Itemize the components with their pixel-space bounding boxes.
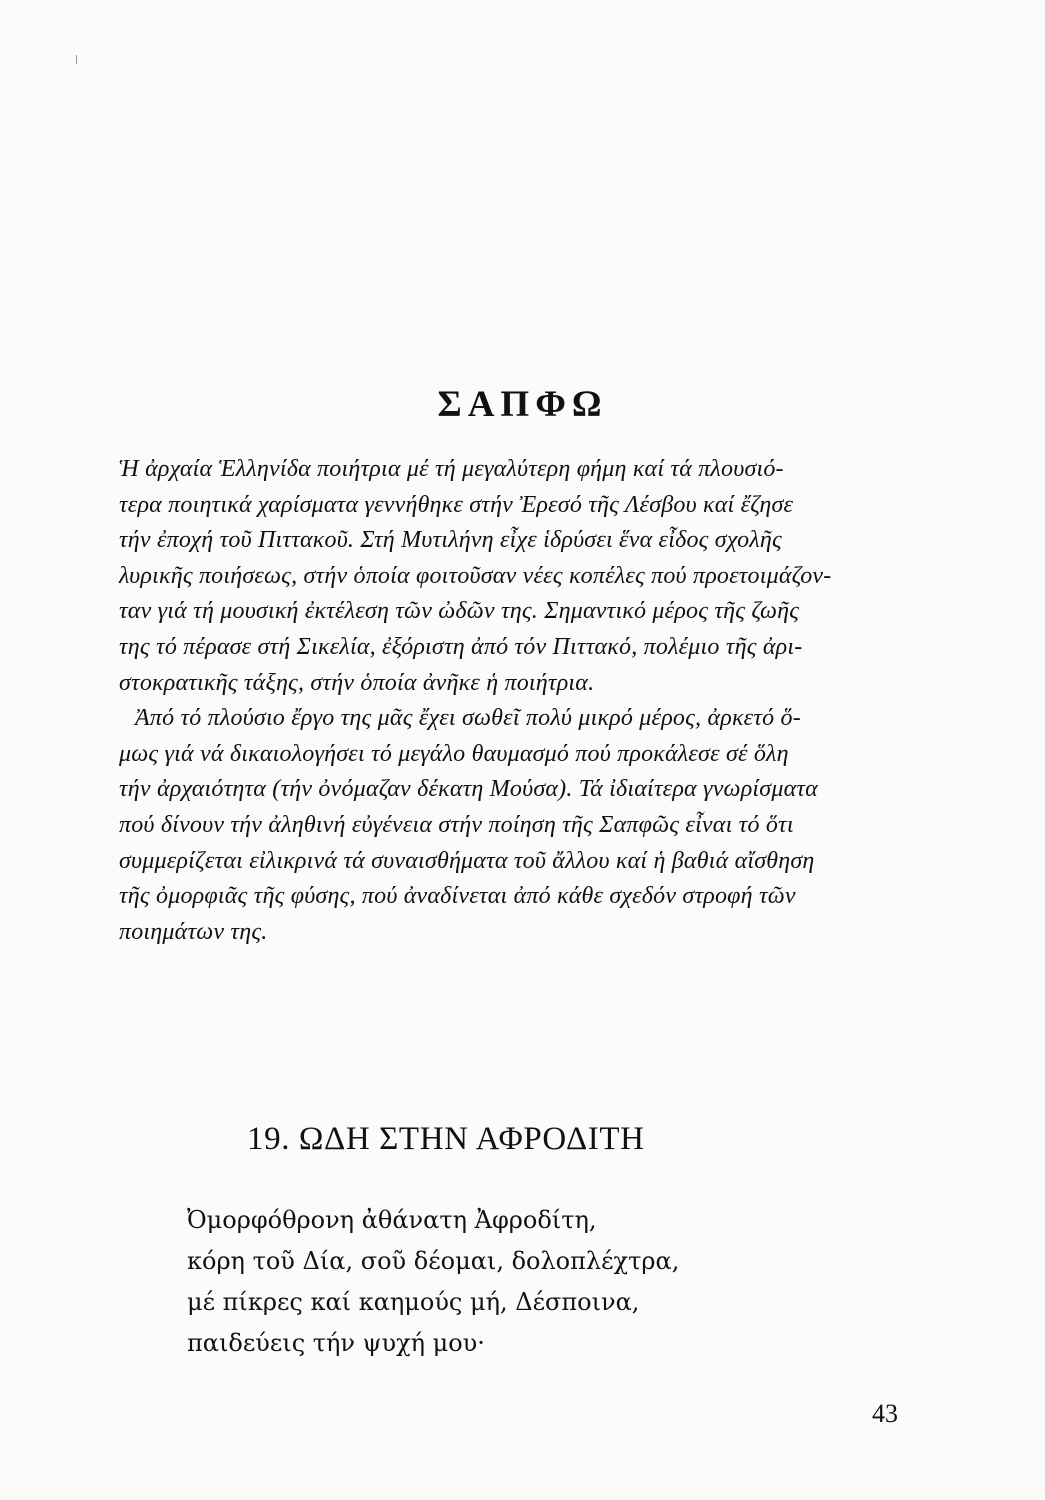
bio-line: λυρικῆς ποιήσεως, στήν ὁποία φοιτοῦσαν νέες κοπέλες πού προετοιμάζον- [119,562,832,589]
bio-line: Ἀπό τό πλούσιο ἔργο της μᾶς ἔχει σωθεῖ πολύ μικρό μέρος, ἀρκετό ὅ- [135,705,801,732]
bio-line: μως γιά νά δικαιολογήσει τό μεγάλο θαυμασμό πού προκάλεσε σέ ὅλη [119,740,789,767]
biography-paragraphs [119,452,925,950]
page-number: 43 [872,1399,898,1428]
bio-line: Ἡ ἀρχαία Ἑλληνίδα ποιήτρια μέ τή μεγαλύτερη φήμη καί τά πλουσιό- [119,456,784,482]
poem-line: παιδεύεις τήν ψυχή μου· [187,1329,485,1357]
bio-line: τήν ἀρχαιότητα (τήν ὀνόμαζαν δέκατη Μούσα). Τά ἰδιαίτερα γνωρίσματα [119,776,818,803]
poem-title: 19. ΩΔΗ ΣΤΗΝ ΑΦΡΟΔΙΤΗ [247,1121,645,1157]
bio-line: τερα ποιητικά χαρίσματα γεννήθηκε στήν Ἐρεσό τῆς Λέσβου καί ἔζησε [119,491,794,518]
bio-line: συμμερίζεται εἰλικρινά τά συναισθήματα τοῦ ἄλλου καί ἡ βαθιά αἴσθηση [119,847,815,874]
scan-mark [76,55,77,64]
poem-line: Ὀμορφόθρονη ἀθάνατη Ἀφροδίτη, [187,1206,597,1234]
bio-line: ποιημάτων της. [119,918,268,945]
bio-line: ταν γιά τή μουσική ἐκτέλεση τῶν ὠδῶν της. Σημαντικό μέρος τῆς ζωῆς [119,598,800,625]
bio-line: τῆς ὀμορφιᾶς τῆς φύσης, πού ἀναδίνεται ἀπό κάθε σχεδόν στροφή τῶν [119,883,796,910]
poem-line: μέ πίκρες καί καημούς μή, Δέσποινα, [187,1288,640,1316]
author-heading: ΣΑΠΦΩ [437,384,608,425]
bio-line: τήν ἐποχή τοῦ Πιττακοῦ. Στή Μυτιλήνη εἶχε ἱδρύσει ἕνα εἶδος σχολῆς [119,527,782,554]
bio-line: της τό πέρασε στή Σικελία, ἐξόριστη ἀπό τόν Πιττακό, πολέμιο τῆς ἀρι- [119,633,803,660]
poem-line: κόρη τοῦ Δία, σοῦ δέομαι, δολοπλέχτρα, [187,1247,680,1275]
bio-line: πού δίνουν τήν ἀληθινή εὐγένεια στήν ποίηση τῆς Σαπφῶς εἶναι τό ὅτι [119,811,794,838]
bio-line: στοκρατικῆς τάξης, στήν ὁποία ἀνῆκε ἡ ποιήτρια. [119,669,595,696]
poem-stanza [187,1200,679,1364]
